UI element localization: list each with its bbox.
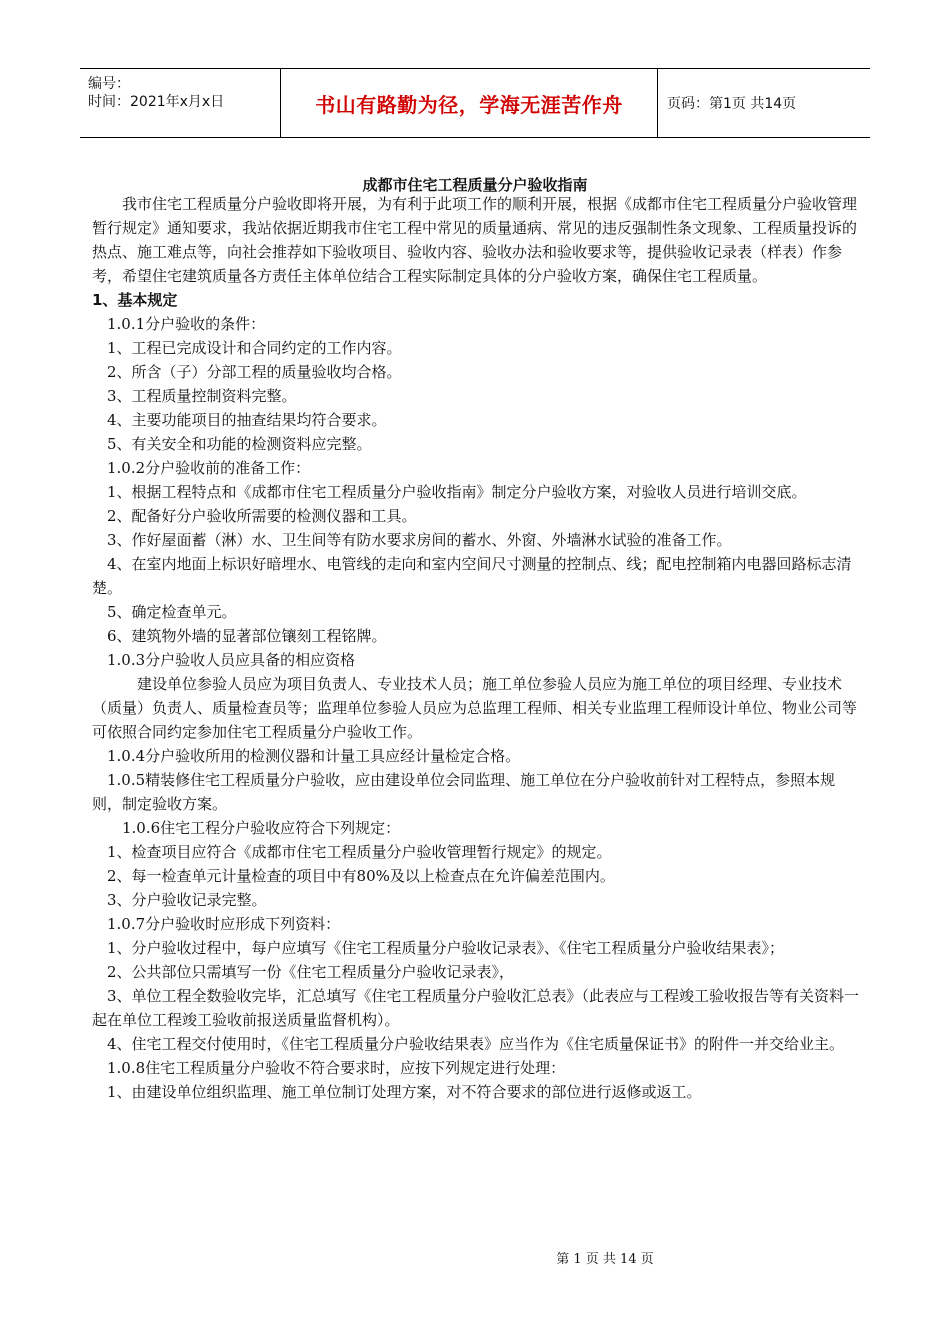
list-item: 3、分户验收记录完整。 xyxy=(107,891,267,909)
document-time-label: 时间：2021年x月x日 xyxy=(88,94,225,110)
clause-heading: 1.0.8住宅工程质量分户验收不符合要求时，应按下列规定进行处理： xyxy=(107,1059,566,1077)
clause-heading: 1.0.5精装修住宅工程质量分户验收，应由建设单位会同监理、施工单位在分户验收前针对工程特点，参照本规则，制定验收方案。 xyxy=(92,771,836,813)
list-item: 2、配备好分户验收所需要的检测仪器和工具。 xyxy=(107,507,417,525)
list-item: 1、工程已完成设计和合同约定的工作内容。 xyxy=(107,339,402,357)
header-page-info: 页码：第1页 共14页 xyxy=(667,96,797,112)
clause-heading: 1.0.2分户验收前的准备工作： xyxy=(107,459,311,477)
clause-heading: 1.0.6住宅工程分户验收应符合下列规定： xyxy=(122,819,401,837)
list-item: 4、在室内地面上标识好暗埋水、电管线的走向和室内空间尺寸测量的控制点、线；配电控制箱内电器回路标志清楚。 xyxy=(92,555,852,597)
list-item: 3、工程质量控制资料完整。 xyxy=(107,387,297,405)
list-item: 1、分户验收过程中，每户应填写《住宅工程质量分户验收记录表》、《住宅工程质量分户验收结果表》； xyxy=(107,939,785,957)
page-header xyxy=(80,68,870,138)
document-body xyxy=(92,192,862,1104)
intro-paragraph: 我市住宅工程质量分户验收即将开展，为有利于此项工作的顺利开展，根据《成都市住宅工程质量分户验收管理暂行规定》通知要求，我站依据近期我市住宅工程中常见的质量通病、常见的违反强制性条文现象、工程质量投诉的热点、施工难点等，向社会推荐如下验收项目、验收内容、验收办法和验收要求等，提供验收记录表（样表）作参考，希望住宅建筑质量各方责任主体单位结合工程实际制定具体的分户验收方案，确保住宅工程质量。 xyxy=(92,195,858,285)
list-item: 2、所含（子）分部工程的质量验收均合格。 xyxy=(107,363,402,381)
header-left-cell xyxy=(80,69,280,137)
clause-heading: 1.0.3分户验收人员应具备的相应资格 xyxy=(107,651,356,669)
list-item: 1、由建设单位组织监理、施工单位制订处理方案，对不符合要求的部位进行返修或返工。 xyxy=(107,1083,702,1101)
list-item: 3、单位工程全数验收完毕，汇总填写《住宅工程质量分户验收汇总表》（此表应与工程竣工验收报告等有关资料一起在单位工程竣工验收前报送质量监督机构）。 xyxy=(92,987,860,1029)
header-right-cell xyxy=(657,69,870,137)
list-item: 2、每一检查单元计量检查的项目中有80%及以上检查点在允许偏差范围内。 xyxy=(107,867,615,885)
list-item: 5、有关安全和功能的检测资料应完整。 xyxy=(107,435,372,453)
document-number-label: 编号： xyxy=(88,76,130,92)
footer-page-number: 第 1 页 共 14 页 xyxy=(556,1252,654,1267)
list-item: 1、根据工程特点和《成都市住宅工程质量分户验收指南》制定分户验收方案，对验收人员进行培训交底。 xyxy=(107,483,807,501)
list-item: 2、公共部位只需填写一份《住宅工程质量分户验收记录表》， xyxy=(107,963,515,981)
list-item: 5、确定检查单元。 xyxy=(107,603,237,621)
clause-heading: 1.0.1分户验收的条件： xyxy=(107,315,266,333)
page-footer xyxy=(0,1248,950,1267)
list-item: 4、主要功能项目的抽查结果均符合要求。 xyxy=(107,411,387,429)
clause-heading: 1.0.7分户验收时应形成下列资料： xyxy=(107,915,341,933)
clause-heading: 1.0.4分户验收所用的检测仪器和计量工具应经计量检定合格。 xyxy=(107,747,521,765)
list-item: 4、住宅工程交付使用时，《住宅工程质量分户验收结果表》应当作为《住宅质量保证书》的附件一并交给业主。 xyxy=(107,1035,845,1053)
section-heading: 1、基本规定 xyxy=(92,291,178,309)
header-motto: 书山有路勤为径，学海无涯苦作舟 xyxy=(315,93,623,117)
body-paragraph: 建设单位参验人员应为项目负责人、专业技术人员；施工单位参验人员应为施工单位的项目经理、专业技术（质量）负责人、质量检查员等；监理单位参验人员应为总监理工程师、相关专业监理工程师设计单位、物业公司等可依照合同约定参加住宅工程质量分户验收工作。 xyxy=(92,675,858,741)
header-motto-cell xyxy=(280,69,658,137)
document-title: 成都市住宅工程质量分户验收指南 xyxy=(362,176,588,194)
list-item: 3、作好屋面蓄（淋）水、卫生间等有防水要求房间的蓄水、外窗、外墙淋水试验的准备工作。 xyxy=(107,531,732,549)
list-item: 6、建筑物外墙的显著部位镶刻工程铭牌。 xyxy=(107,627,387,645)
list-item: 1、检查项目应符合《成都市住宅工程质量分户验收管理暂行规定》的规定。 xyxy=(107,843,612,861)
